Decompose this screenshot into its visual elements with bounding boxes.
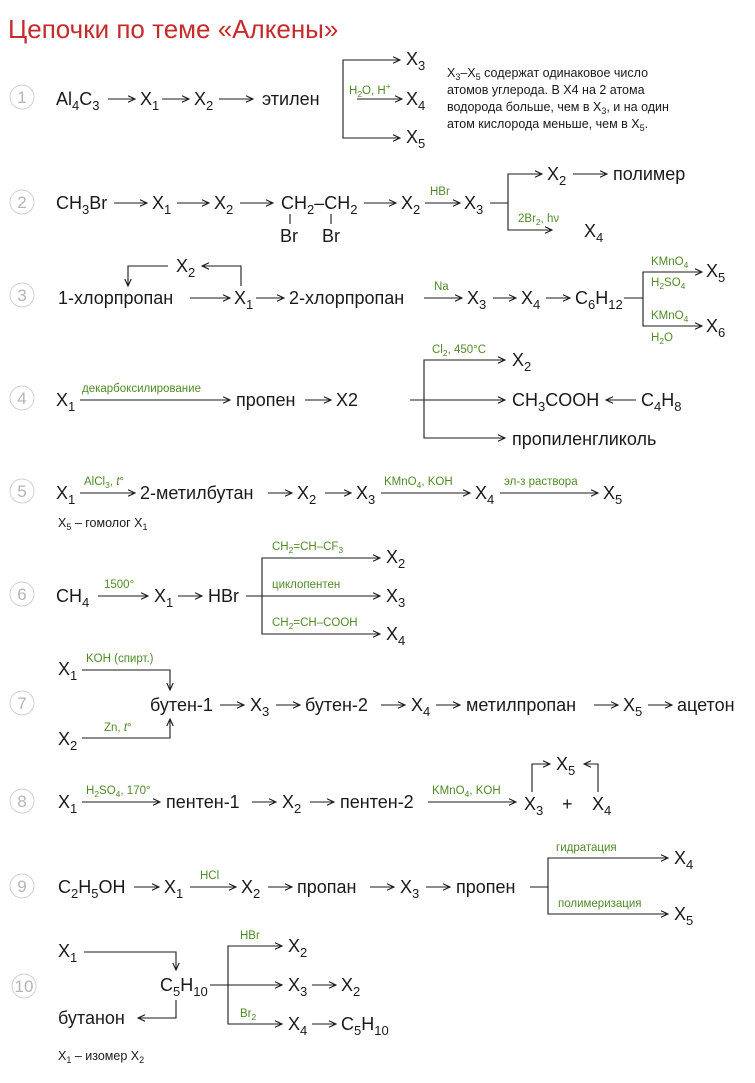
atom-label: Br bbox=[322, 226, 340, 246]
condition-label: гидратация bbox=[556, 842, 617, 854]
compound: 2-метилбутан bbox=[140, 483, 254, 503]
condition-label: $CH_2=CH-CF_3$ bbox=[272, 541, 344, 555]
task-note: $X_5$ – гомолог $X_1$ bbox=[58, 516, 148, 532]
condition-label: $CH_2=CH$–COOH bbox=[272, 617, 358, 631]
compound: 2-хлорпропан bbox=[289, 288, 405, 308]
formula: $X_1$ bbox=[152, 193, 172, 217]
chain-10 bbox=[12, 930, 389, 1065]
chain-7 bbox=[10, 653, 735, 753]
row-number: 4 bbox=[17, 389, 27, 408]
compound: бутен-2 bbox=[305, 695, 368, 715]
condition-label: эл-з раствора bbox=[504, 476, 578, 488]
compound: пентен-2 bbox=[340, 792, 414, 812]
chain-6 bbox=[10, 541, 405, 648]
row-number: 5 bbox=[17, 482, 27, 501]
compound: полимер bbox=[613, 164, 686, 184]
condition-label: HBr bbox=[240, 930, 260, 942]
formula: $X_4$ bbox=[406, 89, 426, 113]
atom-label: Br bbox=[280, 226, 298, 246]
formula: $X_5$ bbox=[623, 695, 643, 719]
formula: $X_2$ bbox=[58, 729, 78, 753]
branch-arrow bbox=[490, 174, 542, 203]
formula: $X_1$ bbox=[58, 941, 78, 965]
task-note: атом кислорода меньше, чем в $X_5$. bbox=[447, 117, 649, 133]
task-note: $X_1$ – изомер $X_2$ bbox=[58, 1049, 145, 1065]
branch-arrow bbox=[228, 946, 282, 985]
compound: пропиленгликоль bbox=[512, 429, 657, 449]
branch-arrow bbox=[532, 764, 550, 792]
compound: пропан bbox=[297, 877, 357, 897]
formula: $X_4$ bbox=[521, 288, 541, 312]
compound: ацетон bbox=[677, 695, 735, 715]
compound: пентен-1 bbox=[166, 792, 240, 812]
row-number: 9 bbox=[17, 877, 27, 896]
formula: $X_3$ bbox=[356, 483, 376, 507]
formula: $X_4$ bbox=[386, 624, 406, 648]
chain-5 bbox=[10, 476, 622, 532]
branch-arrow bbox=[424, 360, 505, 400]
formula: $X_1$ bbox=[56, 390, 76, 414]
condition-label: 1500° bbox=[104, 579, 135, 591]
formula: $X_5$ bbox=[603, 483, 623, 507]
formula: $X_4$ bbox=[592, 794, 612, 818]
formula: $X_3$ bbox=[288, 975, 308, 999]
formula: $X_3$ bbox=[467, 288, 487, 312]
chain-1 bbox=[10, 49, 669, 151]
formula: $X_1$ bbox=[154, 586, 174, 610]
formula: $X_2$ bbox=[214, 193, 234, 217]
formula: $X_3$ bbox=[464, 193, 484, 217]
formula: $X_6$ bbox=[706, 316, 726, 340]
row-number: 1 bbox=[17, 88, 27, 107]
formula: $X_2$ bbox=[512, 350, 532, 374]
formula: $X_4$ bbox=[584, 221, 604, 245]
formula: $X_2$ bbox=[547, 164, 567, 188]
branch-arrow bbox=[424, 400, 505, 438]
row-number: 6 bbox=[17, 585, 27, 604]
condition-label: $Br_2$ bbox=[240, 1008, 257, 1022]
compound: этилен bbox=[262, 89, 320, 109]
chain-2 bbox=[10, 164, 685, 246]
formula: $X_3$ bbox=[406, 49, 426, 73]
row-number: 3 bbox=[17, 286, 27, 305]
condition-label: $H_2SO_4$, 170° bbox=[86, 785, 151, 799]
condition-label: KOH (спирт.) bbox=[86, 653, 154, 665]
branch-arrow bbox=[530, 858, 668, 887]
condition-label: $H_2O$ bbox=[651, 332, 673, 346]
chain-9 bbox=[10, 842, 693, 928]
chain-8 bbox=[10, 754, 611, 818]
formula: $C_2H_5OH$ bbox=[58, 877, 126, 901]
formula: $X_2$ bbox=[241, 877, 261, 901]
formula: $X_5$ bbox=[706, 261, 726, 285]
formula: $CH_3COOH$ bbox=[512, 390, 600, 414]
condition-label: полимеризация bbox=[558, 898, 642, 910]
branch-arrow bbox=[82, 670, 170, 690]
formula: $X_4$ bbox=[674, 848, 694, 872]
condition-label: циклопентен bbox=[272, 579, 341, 591]
formula: $X_5$ bbox=[406, 127, 426, 151]
formula: $X_1$ bbox=[234, 288, 254, 312]
formula: $X_3$ bbox=[400, 877, 420, 901]
branch-arrow bbox=[128, 266, 168, 286]
compound: X2 bbox=[336, 390, 359, 410]
formula: $X_5$ bbox=[674, 904, 694, 928]
formula: $X_4$ bbox=[475, 483, 495, 507]
chain-4 bbox=[10, 344, 681, 449]
formula: $X_1$ bbox=[58, 792, 78, 816]
formula: $X_4$ bbox=[288, 1014, 308, 1038]
formula: $X_1$ bbox=[56, 483, 76, 507]
row-number: 7 bbox=[17, 694, 27, 713]
condition-label: KMnO$_4$ bbox=[651, 256, 689, 270]
branch-arrow bbox=[138, 1000, 176, 1018]
condition-label: AlCl$_3$, t° bbox=[84, 476, 125, 490]
task-note: $X_3-X_5$ содержат одинаковое число bbox=[447, 66, 649, 82]
row-number: 2 bbox=[17, 193, 27, 212]
condition-label: $H_2SO_4$ bbox=[651, 277, 686, 291]
formula: $X_2$ bbox=[282, 792, 302, 816]
compound: бутанон bbox=[58, 1008, 125, 1028]
formula: $X_3$ bbox=[524, 794, 544, 818]
formula: $X_2$ bbox=[194, 89, 214, 113]
formula: $X_3$ bbox=[250, 695, 270, 719]
condition-label: HCl bbox=[200, 870, 220, 882]
branch-arrow bbox=[84, 952, 176, 970]
condition-label: декарбоксилирование bbox=[82, 383, 201, 395]
condition-label: KMnO$_4$ bbox=[651, 310, 689, 324]
formula: $X_2$ bbox=[297, 483, 317, 507]
compound: пропен bbox=[456, 877, 516, 897]
condition-label: KMnO$_4$, KOH bbox=[432, 785, 501, 799]
formula: $X_2$ bbox=[288, 936, 308, 960]
formula: $X_4$ bbox=[411, 695, 431, 719]
branch-arrow bbox=[584, 764, 598, 792]
compound: бутен-1 bbox=[150, 695, 213, 715]
formula: $X_2$ bbox=[401, 193, 421, 217]
condition-label: $H_2O$, H+ bbox=[349, 81, 391, 99]
row-number: 10 bbox=[14, 977, 34, 996]
formula: $CH_2-CH_2$ bbox=[281, 193, 358, 217]
condition-label: Na bbox=[434, 281, 449, 293]
compound: пропен bbox=[236, 390, 296, 410]
formula: $X_1$ bbox=[164, 877, 184, 901]
plus-sign: + bbox=[562, 794, 573, 814]
formula: $C_4H_8$ bbox=[641, 390, 682, 414]
compound: 1-хлорпропан bbox=[58, 288, 174, 308]
formula: $X_2$ bbox=[176, 256, 196, 280]
formula: $X_3$ bbox=[386, 586, 406, 610]
task-note: атомов углерода. В X4 на 2 атома bbox=[447, 83, 645, 97]
formula: $C_5H_{10}$ bbox=[341, 1014, 389, 1038]
branch-arrow bbox=[202, 266, 241, 286]
page-title: Цепочки по теме «Алкены» bbox=[8, 14, 339, 44]
condition-label: KMnO$_4$, KOH bbox=[384, 476, 453, 490]
compound: метилпропан bbox=[466, 695, 577, 715]
formula: $X_2$ bbox=[341, 975, 361, 999]
formula: $X_1$ bbox=[140, 89, 160, 113]
task-note: водорода больше, чем в $X_3$, и на один bbox=[447, 100, 669, 116]
condition-label: $2Br_2$, hν bbox=[518, 213, 560, 227]
formula: $X_5$ bbox=[556, 754, 576, 778]
formula: $Al_4C_3$ bbox=[56, 89, 100, 113]
formula: $CH_3Br$ bbox=[56, 193, 108, 217]
formula: $CH_4$ bbox=[56, 586, 90, 610]
formula: $C_6H_{12}$ bbox=[575, 288, 623, 312]
formula: $X_2$ bbox=[386, 547, 406, 571]
formula: HBr bbox=[208, 586, 239, 606]
condition-label: Zn, t° bbox=[104, 722, 132, 734]
formula: $X_1$ bbox=[58, 659, 78, 683]
condition-label: HBr bbox=[430, 186, 450, 198]
row-number: 8 bbox=[17, 792, 27, 811]
condition-label: $Cl_2$, 450°C bbox=[432, 344, 487, 358]
formula: $C_5H_{10}$ bbox=[160, 975, 208, 999]
chain-3 bbox=[10, 256, 725, 346]
branch-arrow bbox=[343, 99, 400, 138]
